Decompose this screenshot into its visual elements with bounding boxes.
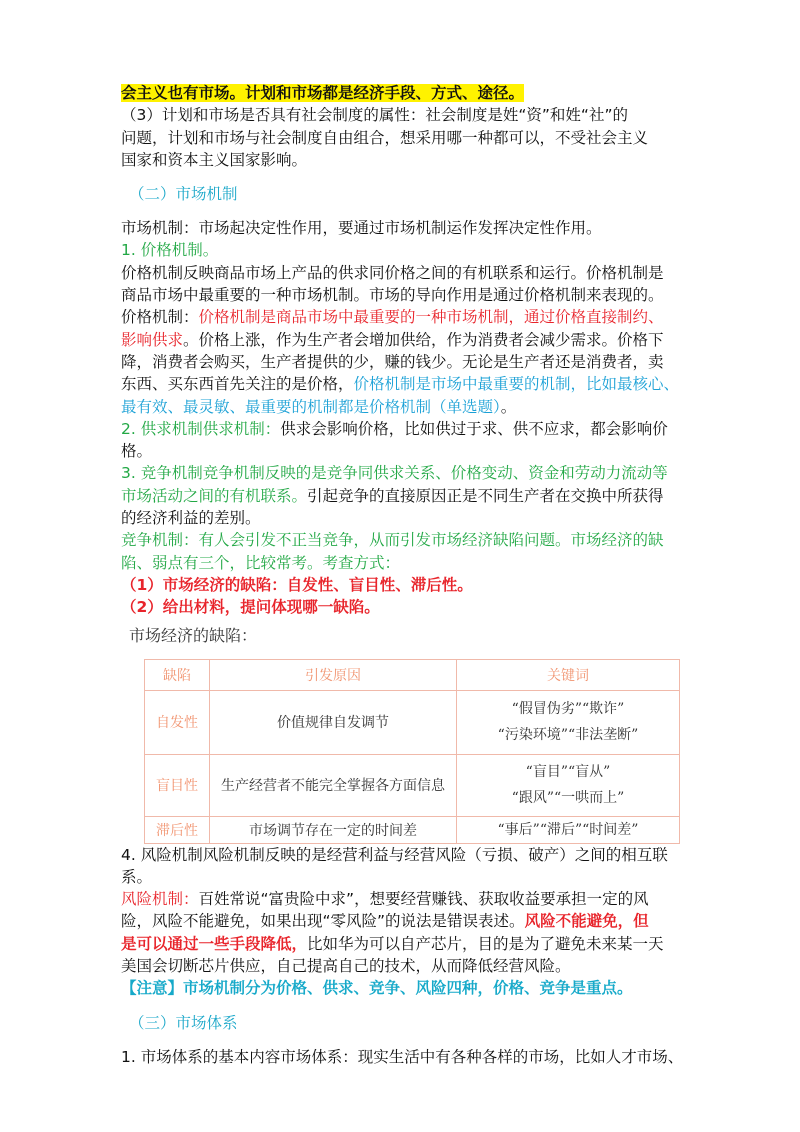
price-mechanism-heading: 1. 价格机制。 (121, 241, 219, 260)
price-line2: 商品市场中最重要的一种市场机制。市场的导向作用是通过价格机制来表现的。 (121, 286, 664, 305)
price-line4: 影响供求。价格上涨，作为生产者会增加供给，作为消费者会减少需求。价格下 (121, 330, 664, 349)
price-line6: 东西、买东西首先关注的是价格，价格机制是市场中最重要的机制，比如最核心、 (121, 375, 680, 394)
competition-line5: 陷、弱点有三个，比较常考。考查方式： (121, 553, 401, 572)
price-line5: 降，消费者会购买，生产者提供的少，赚的钱少。无论是生产者还是消费者，卖 (121, 352, 664, 371)
risk-line5: 是可以通过一些手段降低，比如华为可以自产芯片，目的是为了避免未来某一天 (121, 934, 664, 953)
header-cause: 引发原因 (210, 659, 457, 690)
defects-list-item-1: （1）市场经济的缺陷：自发性、盲目性、滞后性。 (121, 575, 473, 594)
intro-line: 市场机制：市场起决定性作用，要通过市场机制运作发挥决定性作用。 (121, 219, 602, 238)
p1-line2: （3）计划和市场是否具有社会制度的属性：社会制度是姓“资”和姓“社”的 (121, 106, 628, 125)
table-row: 自发性 价值规律自发调节 “假冒伪劣”“欺诈” “污染环境”“非法垄断” (145, 690, 680, 754)
market-defects-table (144, 659, 680, 844)
supply-mechanism-heading: 2. 供求机制供求机制： (121, 419, 281, 438)
header-keywords: 关键词 (457, 659, 680, 690)
table-caption: 市场经济的缺陷： (129, 625, 258, 645)
competition-line1: 3. 竞争机制竞争机制反映的是竞争同供求关系、价格变动、资金和劳动力流动等 (121, 464, 668, 483)
price-line1: 价格机制反映商品市场上产品的供求同价格之间的有机联系和运行。价格机制是 (121, 263, 664, 282)
table-row: 盲目性 生产经营者不能完全掌握各方面信息 “盲目”“盲从” “跟风”“一哄而上” (145, 754, 680, 816)
highlighted-sentence: 会主义也有市场。计划和市场都是经济手段、方式、途径。 (121, 84, 525, 102)
price-single-choice-note: 最有效、最灵敏、最重要的机制都是价格机制（单选题） (121, 397, 501, 416)
price-label: 价格机制： (121, 308, 199, 327)
section-heading-market-system: （三）市场体系 (129, 1013, 238, 1032)
competition-label: 竞争机制：有人会引发不正当竞争，从而引发市场经济缺陷问题。 (121, 531, 571, 550)
risk-line4: 险，风险不能避免，如果出现“零风险”的说法是错误表述。风险不能避免，但 (121, 912, 649, 931)
defects-list-item-2: （2）给出材料，提问体现哪一缺陷。 (121, 598, 380, 617)
price-line3 (121, 306, 681, 328)
document-page (121, 82, 684, 1068)
competition-line4: 竞争机制：有人会引发不正当竞争，从而引发市场经济缺陷问题。市场经济的缺 (121, 531, 664, 550)
section-heading-market-mechanism: （二）市场机制 (129, 185, 238, 204)
table-header-row (145, 659, 680, 690)
p1-line4: 国家和资本主义国家影响。 (121, 150, 308, 169)
risk-line3: 风险机制：百姓常说“富贵险中求”，想要经营赚钱、获取收益要承担一定的风 (121, 890, 649, 909)
risk-line6: 美国会切断芯片供应，自己提高自己的技术，从而降低经营风险。 (121, 957, 571, 976)
price-most-important: 价格机制是市场中最重要的机制，比如最核心、 (353, 375, 680, 394)
risk-note: 【注意】市场机制分为价格、供求、竞争、风险四种，价格、竞争是重点。 (121, 979, 633, 998)
risk-line1: 4. 风险机制风险机制反映的是经营利益与经营风险（亏损、破产）之间的相互联 (121, 845, 668, 864)
supply-line1: 2. 供求机制供求机制：供求会影响价格，比如供过于求、供不应求，都会影响价 (121, 419, 668, 438)
price-key-point-end: 影响供求 (121, 330, 184, 349)
p1-line1 (121, 82, 681, 104)
p1-line3: 问题，计划和市场与社会制度自由组合，想采用哪一种都可以，不受社会主义 (121, 128, 649, 147)
risk-label: 风险机制： (121, 890, 199, 909)
competition-line2: 市场活动之间的有机联系。引起竞争的直接原因正是不同生产者在交换中所获得 (121, 486, 664, 505)
system-line1: 1. 市场体系的基本内容市场体系：现实生活中有各种各样的市场，比如人才市场、 (121, 1047, 684, 1066)
table-row: 滞后性 市场调节存在一定的时间差 “事后”“滞后”“时间差” (145, 816, 680, 843)
supply-line2: 格。 (121, 442, 153, 461)
header-defect: 缺陷 (145, 659, 210, 690)
price-line7: 最有效、最灵敏、最重要的机制都是价格机制（单选题）。 (121, 397, 517, 416)
competition-line3: 的经济利益的差别。 (121, 509, 261, 528)
price-key-point: 价格机制是商品市场中最重要的一种市场机制，通过价格直接制约、 (198, 308, 664, 327)
risk-line2: 系。 (121, 867, 153, 886)
